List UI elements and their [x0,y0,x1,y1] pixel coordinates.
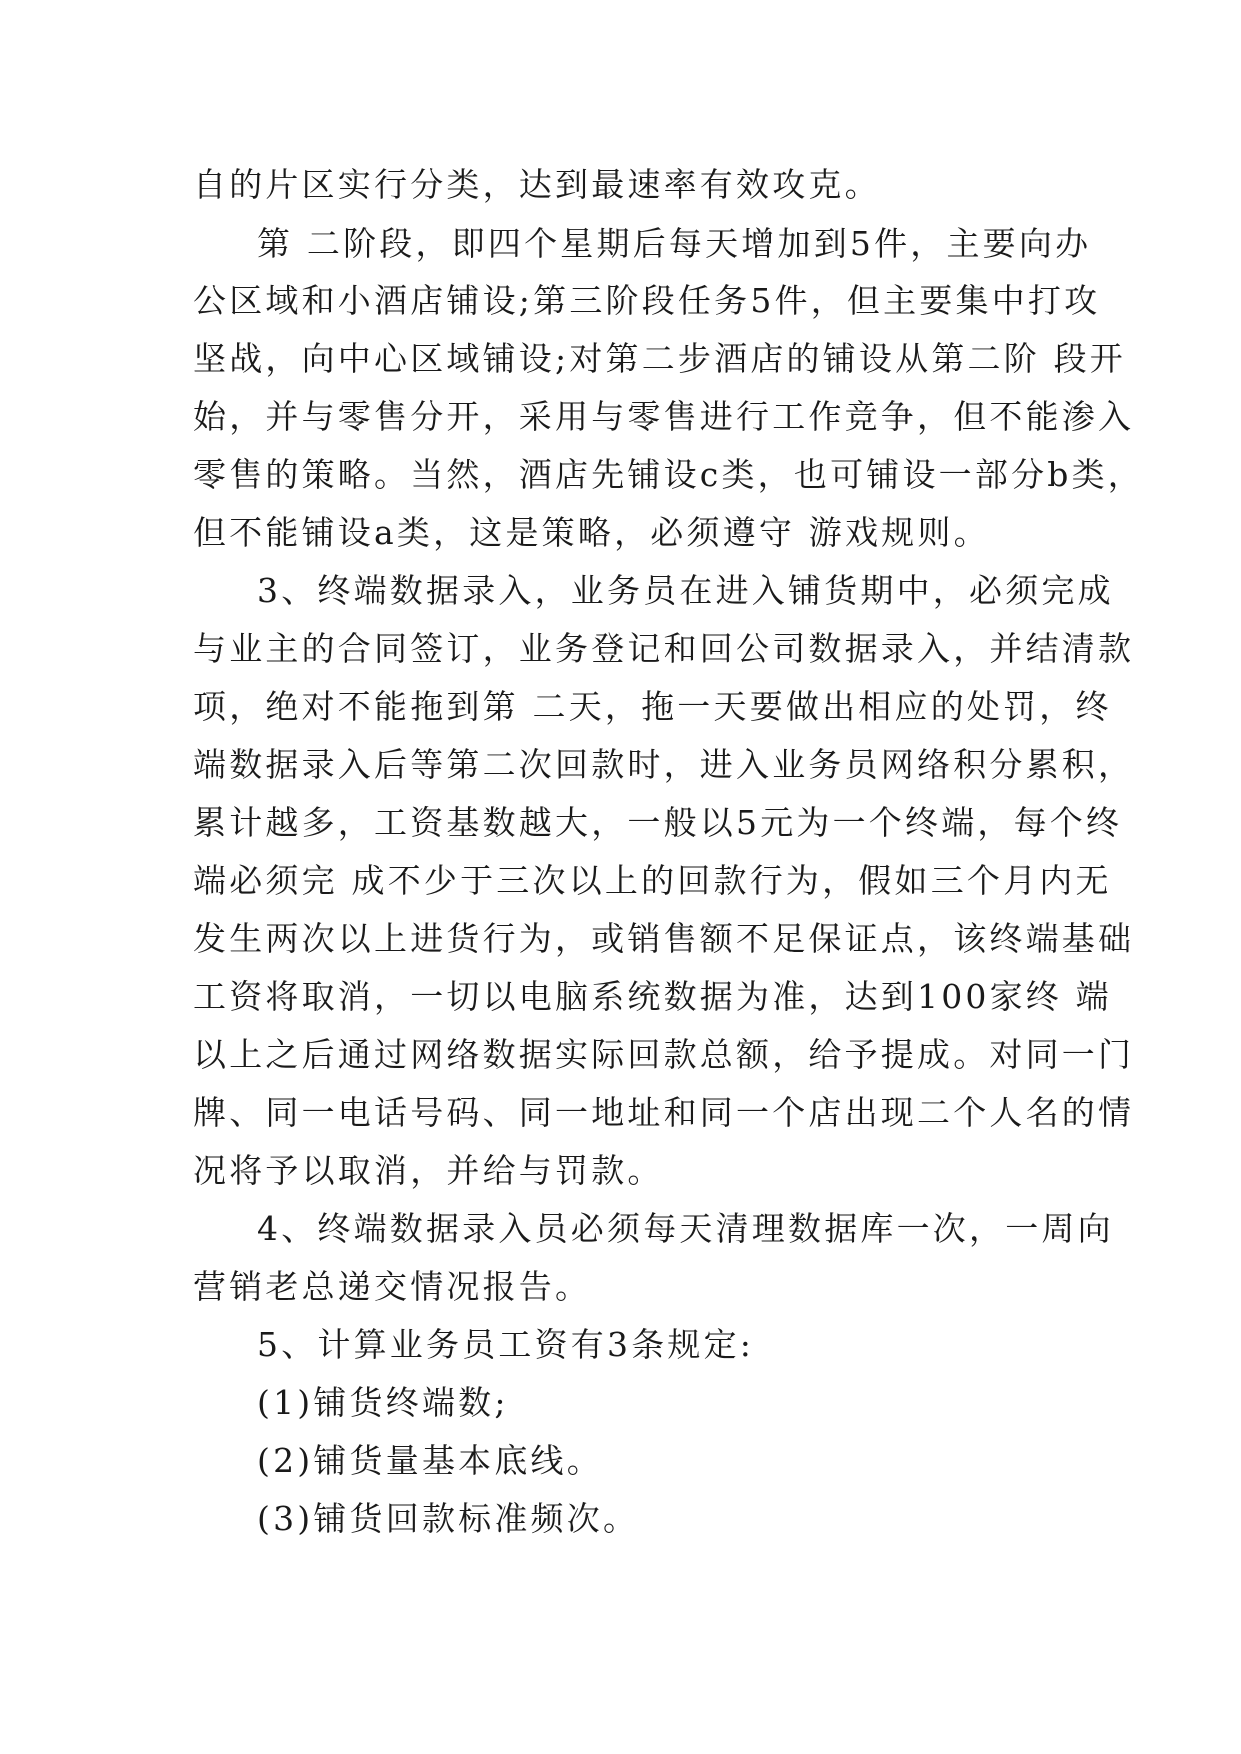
text-line: 公区域和小酒店铺设;第三阶段任务5件，但主要集中打攻 [193,281,1101,320]
text-line: 以上之后通过网络数据实际回款总额，给予提成。对同一门 [193,1035,1135,1074]
text-line: 第 二阶段，即四个星期后每天增加到5件，主要向办 [257,224,1092,263]
text-line: (1)铺货终端数; [257,1383,509,1422]
text-line: 自的片区实行分类，达到最速率有效攻克。 [193,165,881,204]
text-line: 坚战，向中心区域铺设;对第二步酒店的铺设从第二阶 段开 [193,339,1127,378]
text-line: 工资将取消，一切以电脑系统数据为准，达到100家终 端 [193,977,1112,1016]
text-line: 3、终端数据录入，业务员在进入铺货期中，必须完成 [257,571,1114,610]
text-line: 项，绝对不能拖到第 二天，拖一天要做出相应的处罚，终 [193,687,1112,726]
text-line: 发生两次以上进货行为，或销售额不足保证点，该终端基础 [193,919,1135,958]
text-line: 端必须完 成不少于三次以上的回款行为，假如三个月内无 [193,861,1112,900]
text-line: 营销老总递交情况报告。 [193,1267,592,1306]
text-line: 5、计算业务员工资有3条规定: [257,1325,755,1364]
text-line: 端数据录入后等第二次回款时，进入业务员网络积分累积， [193,745,1135,784]
text-line: 但不能铺设a类，这是策略，必须遵守 游戏规则。 [193,513,990,552]
text-line: 零售的策略。当然，酒店先铺设c类，也可铺设一部分b类， [193,455,1145,494]
text-line: 4、终端数据录入员必须每天清理数据库一次，一周向 [257,1209,1114,1248]
text-line: (2)铺货量基本底线。 [257,1441,603,1480]
text-line: 累计越多，工资基数越大，一般以5元为一个终端，每个终 [193,803,1123,842]
text-line: 与业主的合同签订，业务登记和回公司数据录入，并结清款 [193,629,1135,668]
text-line: 始，并与零售分开，采用与零售进行工作竞争，但不能渗入 [193,397,1135,436]
text-line: 况将予以取消，并给与罚款。 [193,1151,664,1190]
text-line: (3)铺货回款标准频次。 [257,1499,640,1538]
text-line: 牌、同一电话号码、同一地址和同一个店出现二个人名的情 [193,1093,1135,1132]
